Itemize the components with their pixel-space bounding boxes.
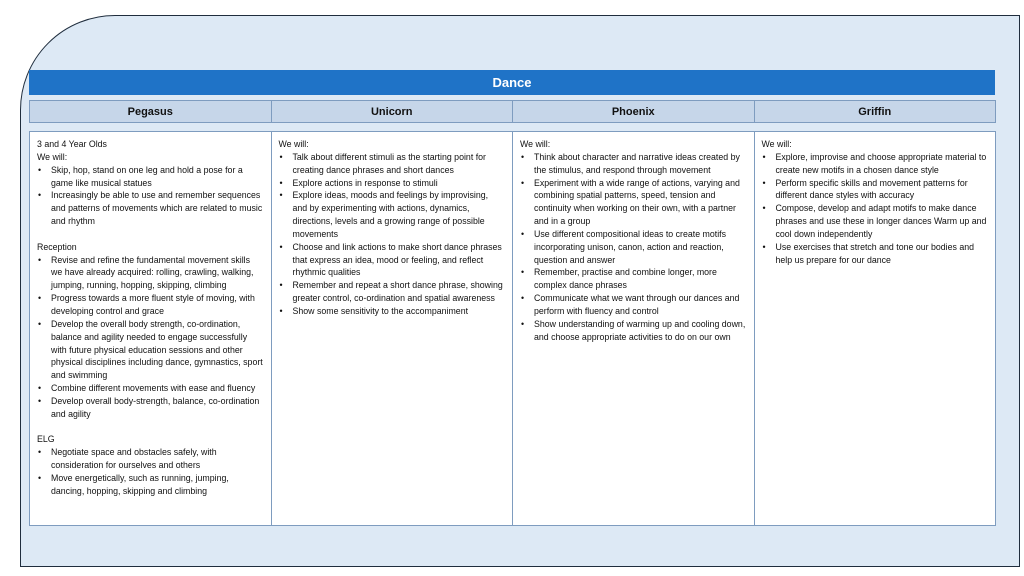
list-item: • Show some sensitivity to the accompaniment	[279, 305, 506, 318]
list-item: • Negotiate space and obstacles safely, with consideration for ourselves and others	[37, 446, 264, 472]
pegasus-content-cell	[30, 132, 271, 525]
column-header-unicorn: Unicorn	[272, 100, 514, 123]
list-item: • Explore, improvise and choose appropriate material to create new motifs in a chosen dance style	[762, 151, 989, 177]
list-item: • Move energetically, such as running, jumping, dancing, hopping, skipping and climbing	[37, 472, 264, 498]
column-header-griffin: Griffin	[755, 100, 997, 123]
list-item: • Perform specific skills and movement patterns for different dance styles with accuracy	[762, 177, 989, 203]
bullet-list	[520, 151, 747, 344]
list-item: • Develop overall body-strength, balance, co-ordination and agility	[37, 395, 264, 421]
column-header-phoenix: Phoenix	[513, 100, 755, 123]
unicorn-content-cell	[271, 132, 513, 525]
bullet-list	[37, 164, 264, 228]
column-header-row	[29, 100, 996, 123]
content-table-row	[29, 131, 996, 526]
list-item: • Compose, develop and adapt motifs to make dance phrases and use these in longer dances Warm up and cool down independently	[762, 202, 989, 241]
list-item: • Communicate what we want through our dances and perform with fluency and control	[520, 292, 747, 318]
reception-label: Reception	[37, 241, 77, 252]
list-item: • Remember, practise and combine longer, more complex dance phrases	[520, 266, 747, 292]
elg-label: ELG	[37, 434, 55, 445]
list-item: • Progress towards a more fluent style of moving, with developing control and grace	[37, 292, 264, 318]
list-item: • Choose and link actions to make short dance phrases that express an idea, mood or feeling, and reflect rhythmic qualities	[279, 241, 506, 280]
list-item: • Think about character and narrative ideas created by the stimulus, and respond through movement	[520, 151, 747, 177]
list-item: • Skip, hop, stand on one leg and hold a pose for a game like musical statues	[37, 164, 264, 190]
phoenix-content-cell	[512, 132, 754, 525]
list-item: • Develop the overall body strength, co-ordination, balance and agility needed to engage successfully with future physical education sessions and other physical disciplines including dance, gymnastics, sport and swimming	[37, 318, 264, 382]
intro-text: We will:	[37, 151, 68, 162]
title-bar	[29, 70, 995, 95]
griffin-content-cell	[754, 132, 996, 525]
intro-text: We will:	[761, 139, 792, 149]
list-item: • Use exercises that stretch and tone our bodies and help us prepare for our dance	[762, 241, 989, 267]
list-item: • Explore ideas, moods and feelings by improvising, and by experimenting with actions, dynamics, directions, levels and a growing range of possible movements	[279, 189, 506, 240]
bullet-list	[37, 254, 264, 421]
intro-text: We will:	[520, 139, 551, 149]
bullet-list	[762, 151, 989, 267]
column-header-pegasus: Pegasus	[29, 100, 272, 123]
page-title: Dance	[492, 75, 532, 90]
bullet-list	[37, 446, 264, 497]
list-item: • Use different compositional ideas to create motifs incorporating unison, canon, action and reaction, question and answer	[520, 228, 747, 267]
list-item: • Combine different movements with ease and fluency	[37, 382, 264, 395]
age-group-label: 3 and 4 Year Olds	[37, 139, 107, 149]
list-item: • Revise and refine the fundamental movement skills we have already acquired: rolling, crawling, walking, jumping, running, hopping, skipping, climbing	[37, 254, 264, 293]
list-item: • Experiment with a wide range of actions, varying and combining spatial patterns, speed, tension and continuity when working on their own, with a partner and in a group	[520, 177, 747, 228]
list-item: • Show understanding of warming up and cooling down, and choose appropriate activities to do on our own	[520, 318, 747, 344]
intro-text: We will:	[278, 139, 309, 149]
list-item: • Increasingly be able to use and remember sequences and patterns of movements which are related to music and rhythm	[37, 189, 264, 228]
bullet-list	[279, 151, 506, 318]
list-item: • Remember and repeat a short dance phrase, showing greater control, co-ordination and spatial awareness	[279, 279, 506, 305]
list-item: • Talk about different stimuli as the starting point for creating dance phrases and short dances	[279, 151, 506, 177]
list-item: • Explore actions in response to stimuli	[279, 177, 506, 190]
